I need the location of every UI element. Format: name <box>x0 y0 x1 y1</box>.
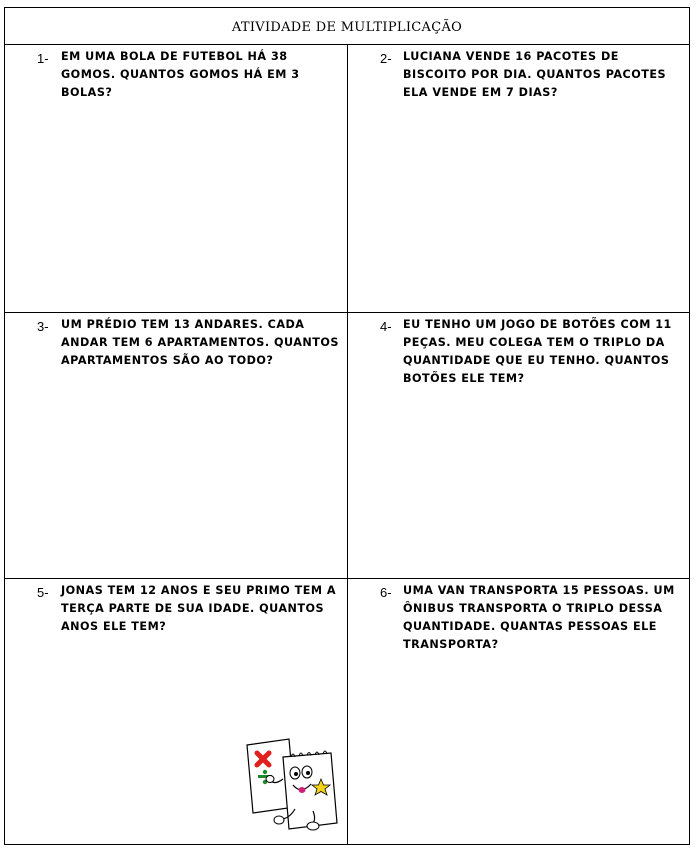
question-text: EM UMA BOLA DE FUTEBOL HÁ 38 GOMOS. QUANTOS GOMOS HÁ EM 3 BOLAS? <box>61 50 300 99</box>
question-text: UM PRÉDIO TEM 13 ANDARES. CADA ANDAR TEM 6 APARTAMENTOS. QUANTOS APARTAMENTOS SÃO AO TODO? <box>61 318 339 367</box>
question-number: 5- <box>37 585 49 600</box>
worksheet-title: ATIVIDADE DE MULTIPLICAÇÃO <box>231 20 463 35</box>
answer-box-2[interactable] <box>348 45 689 313</box>
question-number: 3- <box>37 319 49 334</box>
question-number: 6- <box>380 585 392 600</box>
question-text: UMA VAN TRANSPORTA 15 PESSOAS. UM ÔNIBUS TRANSPORTA O TRIPLO DESSA QUANTIDADE. QUANTAS PESSOAS ELE TRANSPORTA? <box>403 584 675 651</box>
math-paper-mascot-icon <box>243 735 343 835</box>
answer-box-1[interactable] <box>5 45 348 313</box>
question-number: 4- <box>380 319 392 334</box>
answer-box-6[interactable] <box>348 579 689 845</box>
question-text: JONAS TEM 12 ANOS E SEU PRIMO TEM A TERÇA PARTE DE SUA IDADE. QUANTOS ANOS ELE TEM? <box>61 584 337 633</box>
answer-box-3[interactable] <box>5 313 348 579</box>
title-row <box>5 8 689 45</box>
answer-box-4[interactable] <box>348 313 689 579</box>
question-grid <box>5 45 689 845</box>
question-text: EU TENHO UM JOGO DE BOTÕES COM 11 PEÇAS. MEU COLEGA TEM O TRIPLO DA QUANTIDADE QUE EU TENHO. QUANTOS BOTÕES ELE TEM? <box>403 318 672 385</box>
question-text: LUCIANA VENDE 16 PACOTES DE BISCOITO POR DIA. QUANTOS PACOTES ELA VENDE EM 7 DIAS? <box>403 50 667 99</box>
question-number: 2- <box>380 51 392 66</box>
worksheet <box>4 7 690 845</box>
question-number: 1- <box>37 51 49 66</box>
